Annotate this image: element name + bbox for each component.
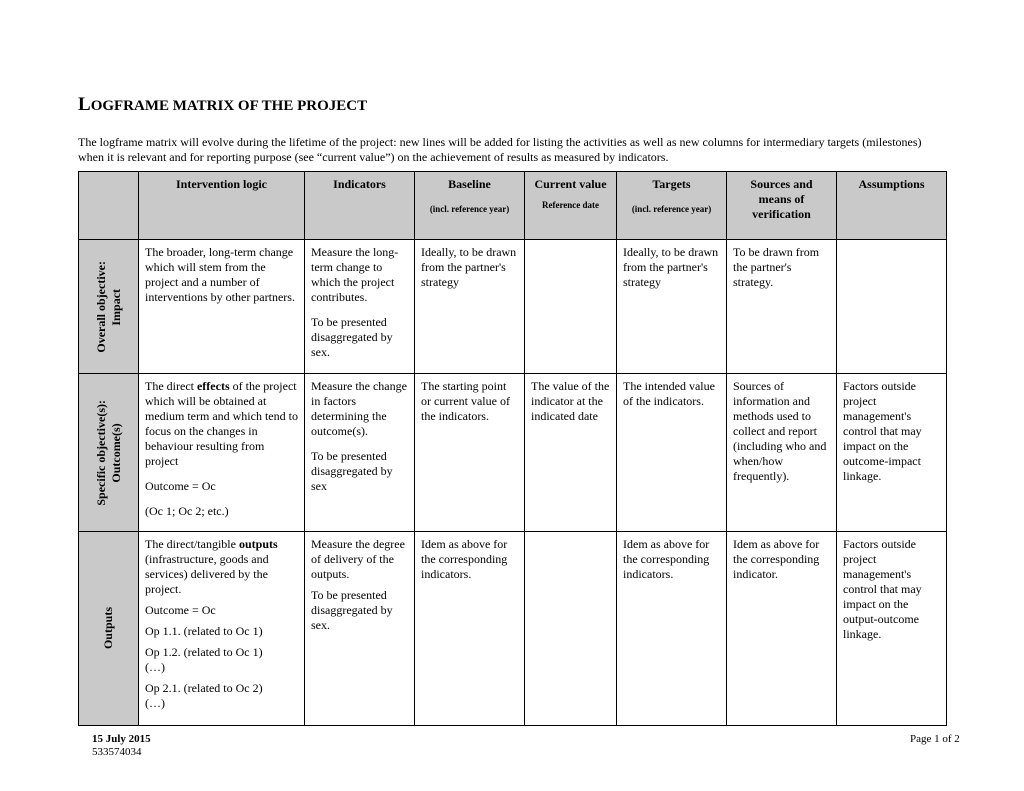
header-baseline-label: Baseline [448, 177, 491, 191]
footer-doc-id: 533574034 [92, 746, 142, 758]
header-sources: Sources and means of verification [727, 172, 837, 240]
cell-specific-current: The value of the indicator at the indicated date [525, 374, 617, 532]
cell-outputs-indicators: Measure the degree of delivery of the outputs. To be presented disaggregated by sex. [305, 532, 415, 726]
cell-outputs-targets: Idem as above for the corresponding indicators. [617, 532, 727, 726]
cell-overall-assumptions [837, 240, 947, 374]
row-label-outputs-text: Outputs [101, 607, 115, 650]
footer-page-number: Page 1 of 2 [910, 733, 960, 745]
title-initial: L [78, 94, 91, 115]
cell-outputs-sources: Idem as above for the corresponding indicator. [727, 532, 837, 726]
logframe-table [78, 171, 947, 726]
corner-cell [79, 172, 139, 240]
footer-date: 15 July 2015 [92, 733, 151, 745]
cell-specific-logic: The direct effects of the project which will be obtained at medium term and which tend to focus on the changes in behaviour resulting from project Outcome = Oc (Oc 1; Oc 2; etc.) [139, 374, 305, 532]
header-baseline-sub: (incl. reference year) [429, 204, 510, 214]
page-title [78, 94, 367, 116]
header-current-sub: Reference date [541, 200, 600, 210]
cell-overall-logic: The broader, long-term change which will stem from the project and a number of interventions by other partners. [139, 240, 305, 374]
cell-specific-targets: The intended value of the indicators. [617, 374, 727, 532]
cell-overall-targets: Ideally, to be drawn from the partner's strategy [617, 240, 727, 374]
cell-outputs-logic: The direct/tangible outputs (infrastructure, goods and services) delivered by the project. Outcome = Oc Op 1.1. (related to Oc 1) Op 1.2. (related to Oc 1) (…) Op 2.1. (related to Oc 2) (…) [139, 532, 305, 726]
cell-outputs-current [525, 532, 617, 726]
cell-specific-assumptions: Factors outside project management's control that may impact on the outcome-impact linkage. [837, 374, 947, 532]
title-rest: OGFRAME MATRIX OF THE PROJECT [90, 98, 368, 114]
footer-left [92, 733, 151, 759]
header-row [79, 172, 947, 240]
header-baseline [415, 172, 525, 240]
header-targets-label: Targets [652, 177, 691, 191]
cell-outputs-baseline: Idem as above for the corresponding indicators. [415, 532, 525, 726]
row-label-overall [79, 240, 139, 374]
header-current-value [525, 172, 617, 240]
header-current-label: Current value [534, 177, 607, 191]
header-indicators: Indicators [305, 172, 415, 240]
cell-outputs-assumptions: Factors outside project management's control that may impact on the output-outcome linkage. [837, 532, 947, 726]
table-row-outputs [79, 532, 947, 726]
row-label-specific [79, 374, 139, 532]
cell-overall-sources: To be drawn from the partner's strategy. [727, 240, 837, 374]
header-intervention-logic: Intervention logic [139, 172, 305, 240]
row-label-overall-text: Overall objective: Impact [93, 260, 123, 353]
header-assumptions: Assumptions [837, 172, 947, 240]
cell-overall-current [525, 240, 617, 374]
table-row-overall-objective [79, 240, 947, 374]
header-targets [617, 172, 727, 240]
cell-specific-sources: Sources of information and methods used to collect and report (including who and when/how frequently). [727, 374, 837, 532]
cell-specific-baseline: The starting point or current value of the indicators. [415, 374, 525, 532]
cell-overall-baseline: Ideally, to be drawn from the partner's strategy [415, 240, 525, 374]
table-row-specific-objective [79, 374, 947, 532]
cell-specific-indicators: Measure the change in factors determining the outcome(s). To be presented disaggregated by sex [305, 374, 415, 532]
intro-paragraph: The logframe matrix will evolve during the lifetime of the project: new lines will be added for listing the activities as well as new columns for intermediary targets (milestones) when it is relevant and for reporting purpose (see “current value”) on the achievement of results as measured by indicators. [78, 135, 922, 164]
header-targets-sub: (incl. reference year) [631, 204, 712, 214]
row-label-outputs [79, 532, 139, 726]
row-label-specific-text: Specific objective(s): Outcome(s) [93, 399, 123, 506]
cell-overall-indicators: Measure the long-term change to which the project contributes. To be presented disaggregated by sex. [305, 240, 415, 374]
